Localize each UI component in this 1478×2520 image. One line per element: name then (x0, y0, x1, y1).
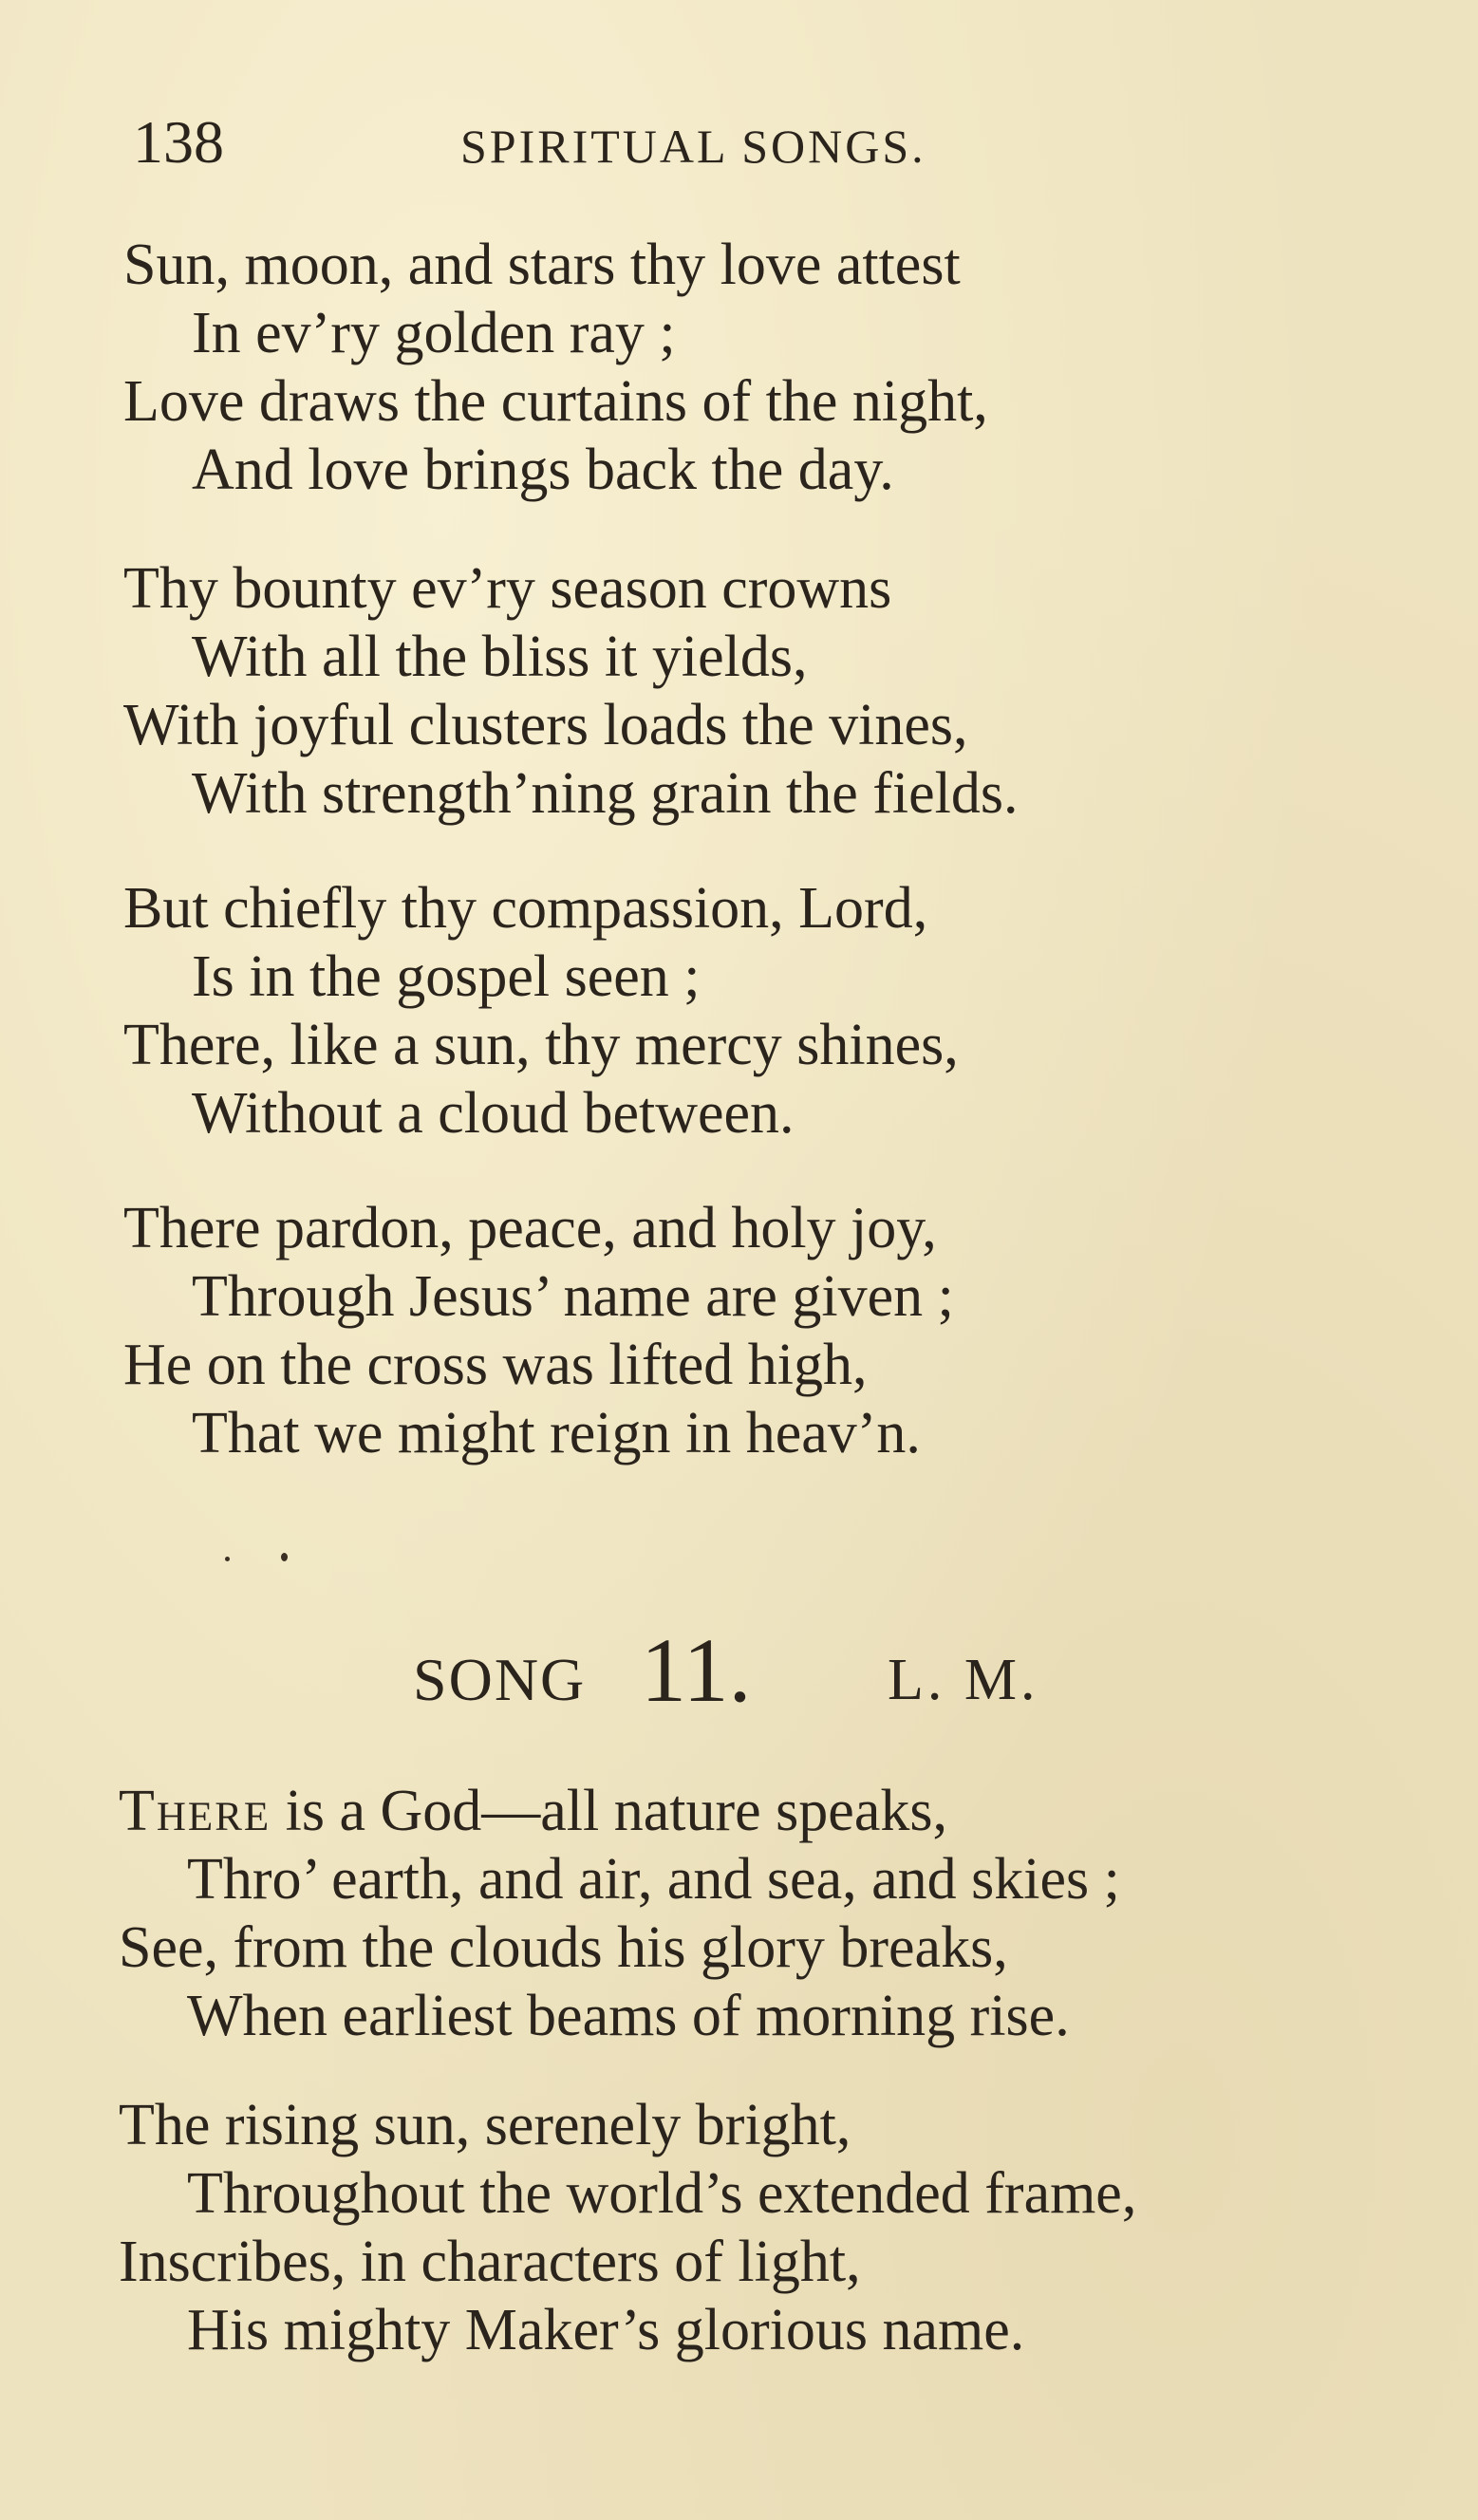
running-title: SPIRITUAL SONGS. (460, 120, 926, 173)
verse-line: And love brings back the day. (192, 438, 894, 502)
verse-line: He on the cross was lifted high, (123, 1333, 868, 1397)
song-number: 11. (641, 1619, 752, 1721)
verse-line: See, from the clouds his glory breaks, (119, 1915, 1008, 1980)
verse-line: With all the bliss it yields, (192, 625, 808, 689)
verse-line: His mighty Maker’s glorious name. (187, 2298, 1025, 2362)
verse-line: But chiefly thy compassion, Lord, (123, 876, 928, 941)
running-head (133, 104, 1082, 180)
stanza-4 (123, 1194, 954, 1467)
page-number: 138 (133, 108, 224, 176)
song-stanza-1 (119, 1777, 1120, 2050)
stanza-1 (123, 231, 988, 504)
verse-line: In ev’ry golden ray ; (192, 301, 676, 365)
song-stanza-2 (119, 2091, 1136, 2364)
verse-line: Without a cloud between. (192, 1081, 795, 1146)
ink-speck (281, 1553, 288, 1561)
song-meter: L. M. (888, 1648, 1039, 1712)
verse-line: That we might reign in heav’n. (192, 1401, 921, 1465)
verse-line: Sun, moon, and stars thy love attest (123, 233, 961, 297)
verse-line: There pardon, peace, and holy joy, (123, 1196, 937, 1260)
verse-line: There, like a sun, thy mercy shines, (123, 1013, 959, 1077)
opening-word: There (119, 1779, 271, 1843)
verse-line: With strength’ning grain the fields. (192, 761, 1019, 826)
verse-line: The rising sun, serenely bright, (119, 2093, 851, 2157)
verse-line: Is in the gospel seen ; (192, 944, 701, 1009)
verse-line-rest: is a God—all nature speaks, (271, 1779, 947, 1843)
verse-line: Thy bounty ev’ry season crowns (123, 556, 892, 621)
verse-line: Through Jesus’ name are given ; (192, 1264, 954, 1329)
verse-line (119, 1777, 1120, 1845)
verse-line: Throughout the world’s extended frame, (187, 2161, 1137, 2226)
stanza-3 (123, 874, 959, 1148)
ink-speck (225, 1557, 230, 1561)
verse-line: Inscribes, in characters of light, (119, 2230, 861, 2294)
verse-line: Love draws the curtains of the night, (123, 369, 988, 434)
verse-line: Thro’ earth, and air, and sea, and skies ; (187, 1847, 1120, 1912)
stanza-2 (123, 554, 1018, 828)
verse-line: With joyful clusters loads the vines, (123, 693, 968, 757)
song-heading-word: SONG (413, 1646, 587, 1713)
verse-line: When earliest beams of morning rise. (187, 1984, 1070, 2048)
song-heading (408, 1614, 1168, 1721)
